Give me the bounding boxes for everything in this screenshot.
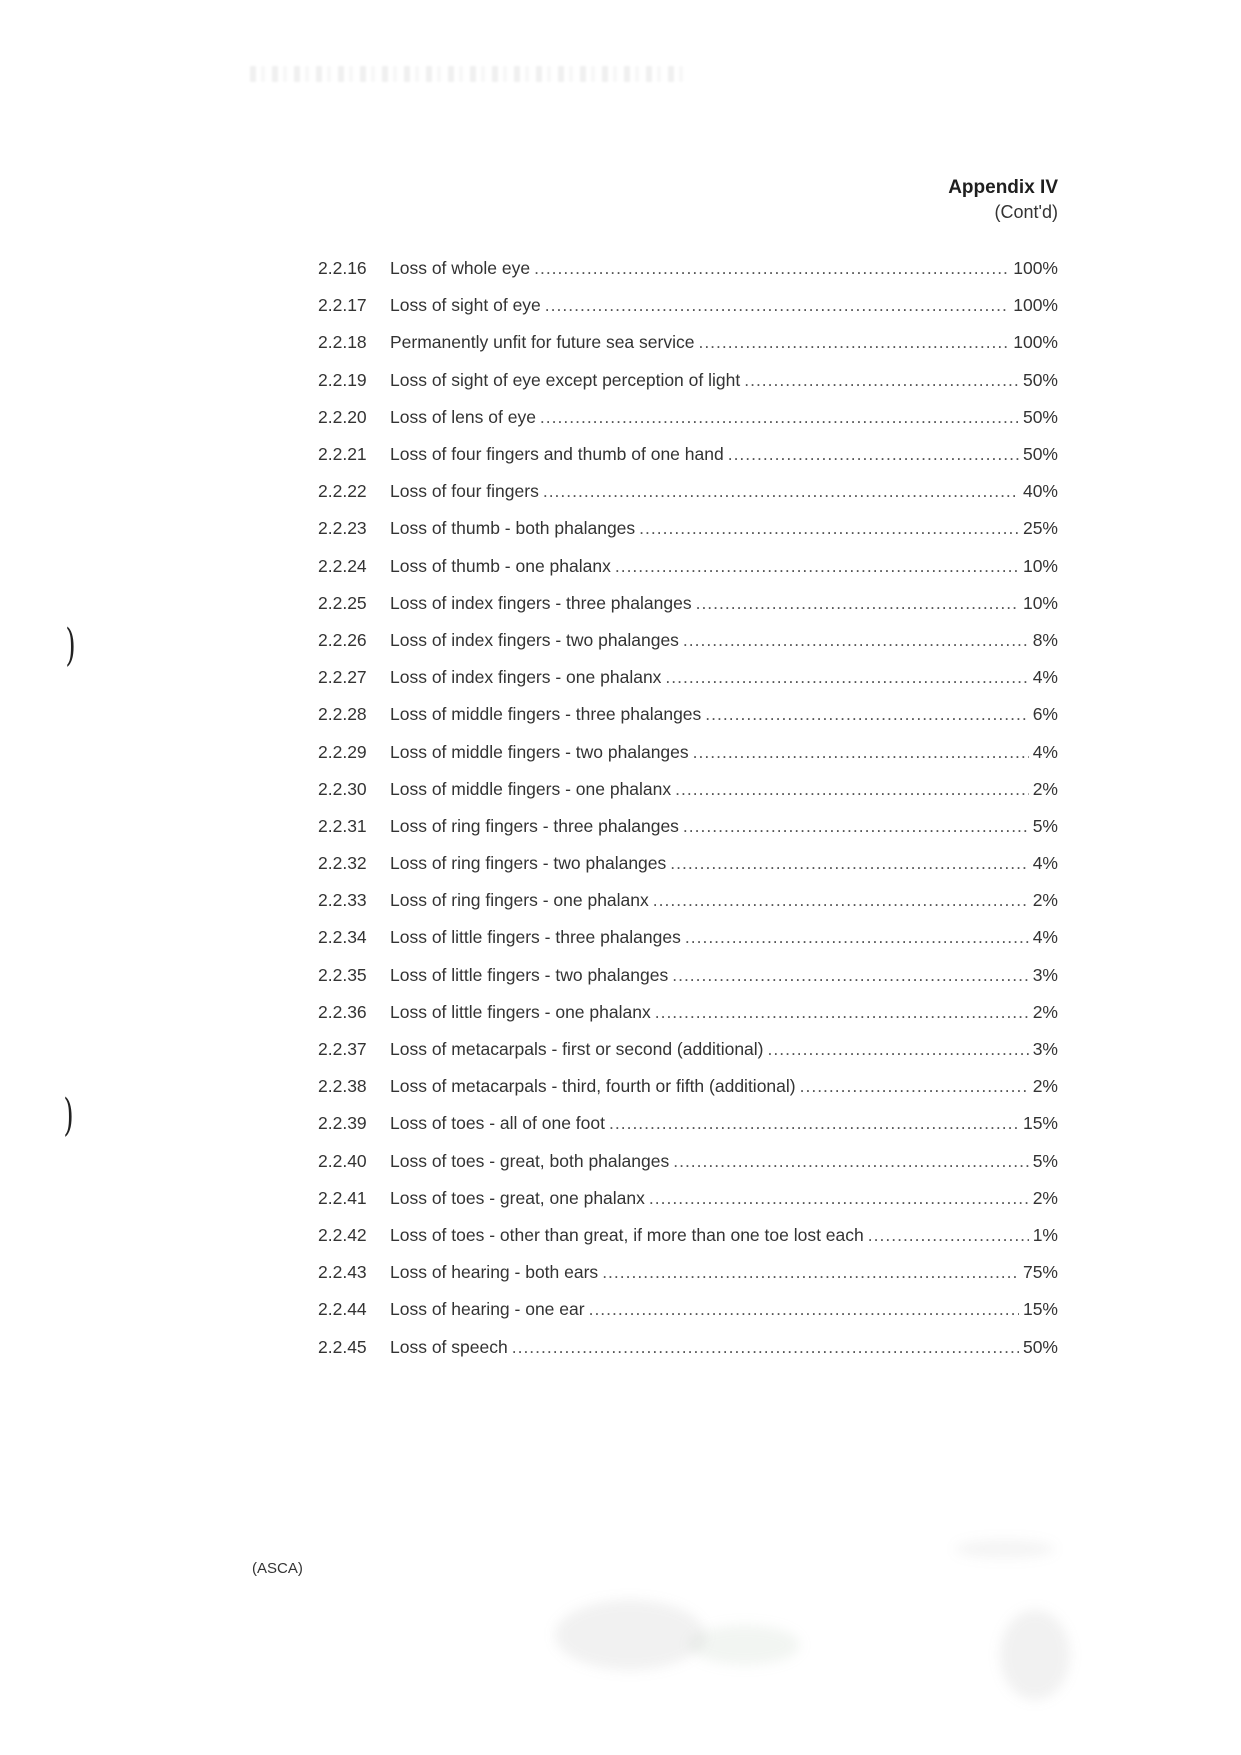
item-description: Loss of speech [390, 1336, 508, 1357]
list-item [318, 622, 1058, 659]
item-description: Loss of index fingers - three phalanges [390, 592, 692, 613]
item-percentage: 10% [1022, 592, 1058, 613]
item-percentage: 1% [1032, 1224, 1058, 1245]
dot-leader [649, 1188, 1029, 1209]
item-number: 2.2.21 [318, 444, 367, 465]
item-percentage: 8% [1032, 629, 1058, 650]
list-item [318, 436, 1058, 473]
list-item [318, 324, 1058, 361]
dot-leader [768, 1039, 1029, 1060]
item-description-line [390, 332, 1058, 353]
dot-leader [675, 779, 1029, 800]
appendix-subtitle: (Cont'd) [994, 202, 1058, 222]
item-description: Loss of ring fingers - one phalanx [390, 890, 649, 911]
item-description-line [390, 704, 1058, 725]
list-item [318, 957, 1058, 994]
scan-smudge [555, 1600, 705, 1670]
item-percentage: 5% [1032, 1150, 1058, 1171]
list-item [318, 1180, 1058, 1217]
dot-leader [655, 1002, 1029, 1023]
item-description: Loss of sight of eye [390, 295, 541, 316]
dot-leader [693, 742, 1029, 763]
item-number: 2.2.44 [318, 1299, 367, 1320]
item-percentage: 5% [1032, 815, 1058, 836]
item-number: 2.2.22 [318, 481, 367, 502]
item-percentage: 15% [1022, 1113, 1058, 1134]
item-description-line [390, 779, 1058, 800]
item-description-line [390, 816, 1058, 837]
list-item [318, 362, 1058, 399]
item-description-line [390, 630, 1058, 651]
list-item [318, 1291, 1058, 1328]
item-percentage: 4% [1032, 927, 1058, 948]
item-description: Loss of hearing - both ears [390, 1262, 599, 1283]
item-percentage: 2% [1032, 1187, 1058, 1208]
item-description-line [390, 556, 1058, 577]
list-item [318, 994, 1058, 1031]
item-description-line [390, 258, 1058, 279]
item-description-line [390, 1225, 1058, 1246]
item-number: 2.2.28 [318, 704, 367, 725]
item-description: Loss of little fingers - two phalanges [390, 964, 669, 985]
item-number: 2.2.27 [318, 667, 367, 688]
dot-leader [672, 965, 1028, 986]
item-description: Loss of lens of eye [390, 406, 536, 427]
item-number: 2.2.45 [318, 1336, 367, 1357]
item-description-line [390, 1299, 1058, 1320]
item-percentage: 15% [1022, 1299, 1058, 1320]
appendix-title: Appendix IV [948, 177, 1058, 198]
item-description: Loss of little fingers - one phalanx [390, 1001, 651, 1022]
list-item [318, 399, 1058, 436]
item-number: 2.2.33 [318, 890, 367, 911]
item-percentage: 50% [1022, 369, 1058, 390]
item-percentage: 4% [1032, 741, 1058, 762]
item-description: Loss of middle fingers - two phalanges [390, 741, 689, 762]
item-description-line [390, 518, 1058, 539]
item-description-line [390, 481, 1058, 502]
item-description: Loss of index fingers - two phalanges [390, 629, 679, 650]
entries-list [318, 250, 1058, 1366]
dot-leader [602, 1262, 1019, 1283]
item-description-line [390, 853, 1058, 874]
item-description: Loss of toes - great, both phalanges [390, 1150, 670, 1171]
dot-leader [683, 816, 1029, 837]
dot-leader [653, 890, 1029, 911]
item-number: 2.2.39 [318, 1113, 367, 1134]
list-item [318, 845, 1058, 882]
item-number: 2.2.30 [318, 778, 367, 799]
list-item [318, 548, 1058, 585]
item-description: Loss of ring fingers - three phalanges [390, 815, 679, 836]
item-description: Loss of sight of eye except perception of light [390, 369, 741, 390]
dot-leader [589, 1299, 1019, 1320]
dot-leader [609, 1113, 1019, 1134]
margin-mark: ) [65, 620, 76, 671]
item-description-line [390, 1113, 1058, 1134]
list-item [318, 510, 1058, 547]
item-description-line [390, 1262, 1058, 1283]
list-item [318, 250, 1058, 287]
item-percentage: 25% [1022, 518, 1058, 539]
item-description-line [390, 593, 1058, 614]
item-percentage: 2% [1032, 778, 1058, 799]
item-number: 2.2.26 [318, 629, 367, 650]
item-percentage: 3% [1032, 1039, 1058, 1060]
item-number: 2.2.19 [318, 369, 367, 390]
dot-leader [670, 853, 1028, 874]
footer-label: (ASCA) [252, 1560, 303, 1577]
scan-smudge [1000, 1610, 1070, 1700]
item-description: Loss of four fingers [390, 481, 539, 502]
list-item [318, 733, 1058, 770]
item-description: Loss of middle fingers - one phalanx [390, 778, 672, 799]
item-number: 2.2.43 [318, 1262, 367, 1283]
list-item [318, 808, 1058, 845]
item-number: 2.2.40 [318, 1150, 367, 1171]
item-description: Loss of little fingers - three phalanges [390, 927, 681, 948]
item-number: 2.2.31 [318, 815, 367, 836]
item-percentage: 100% [1013, 258, 1058, 279]
item-number: 2.2.36 [318, 1001, 367, 1022]
item-percentage: 2% [1032, 1076, 1058, 1097]
item-percentage: 50% [1022, 444, 1058, 465]
item-description-line [390, 1076, 1058, 1097]
item-description-line [390, 444, 1058, 465]
item-description-line [390, 1337, 1058, 1358]
item-description-line [390, 1002, 1058, 1023]
item-description: Loss of metacarpals - first or second (additional) [390, 1039, 764, 1060]
dot-leader [540, 407, 1019, 428]
item-number: 2.2.35 [318, 964, 367, 985]
item-description: Loss of toes - great, one phalanx [390, 1187, 645, 1208]
list-item [318, 1068, 1058, 1105]
item-description-line [390, 890, 1058, 911]
dot-leader [543, 481, 1019, 502]
dot-leader [705, 704, 1028, 725]
item-number: 2.2.42 [318, 1224, 367, 1245]
dot-leader [545, 295, 1009, 316]
scan-smudge [690, 1625, 800, 1665]
dot-leader [665, 667, 1028, 688]
item-number: 2.2.41 [318, 1187, 367, 1208]
item-percentage: 4% [1032, 853, 1058, 874]
item-percentage: 100% [1013, 332, 1058, 353]
list-item [318, 473, 1058, 510]
item-percentage: 75% [1022, 1262, 1058, 1283]
dot-leader [639, 518, 1019, 539]
dot-leader [683, 630, 1029, 651]
list-item [318, 882, 1058, 919]
item-number: 2.2.32 [318, 853, 367, 874]
margin-mark: ) [63, 1090, 74, 1141]
item-description: Loss of whole eye [390, 258, 531, 279]
dot-leader [534, 258, 1009, 279]
item-number: 2.2.38 [318, 1076, 367, 1097]
item-percentage: 10% [1022, 555, 1058, 576]
item-description: Loss of ring fingers - two phalanges [390, 853, 667, 874]
list-item [318, 1031, 1058, 1068]
item-description-line [390, 927, 1058, 948]
dot-leader [512, 1337, 1019, 1358]
scan-noise [250, 66, 690, 82]
item-description-line [390, 407, 1058, 428]
item-number: 2.2.18 [318, 332, 367, 353]
item-description: Loss of middle fingers - three phalanges [390, 704, 702, 725]
item-description: Permanently unfit for future sea service [390, 332, 695, 353]
dot-leader [696, 593, 1019, 614]
list-item [318, 919, 1058, 956]
item-description-line [390, 742, 1058, 763]
item-description: Loss of hearing - one ear [390, 1299, 585, 1320]
list-item [318, 659, 1058, 696]
item-description: Loss of index fingers - one phalanx [390, 667, 662, 688]
item-description: Loss of four fingers and thumb of one hand [390, 444, 724, 465]
item-percentage: 40% [1022, 481, 1058, 502]
item-description-line [390, 1151, 1058, 1172]
item-number: 2.2.34 [318, 927, 367, 948]
item-description: Loss of toes - other than great, if more than one toe lost each [390, 1224, 864, 1245]
item-number: 2.2.37 [318, 1039, 367, 1060]
item-percentage: 50% [1022, 406, 1058, 427]
item-number: 2.2.24 [318, 555, 367, 576]
item-description: Loss of toes - all of one foot [390, 1113, 605, 1134]
dot-leader [685, 927, 1029, 948]
list-item [318, 771, 1058, 808]
item-number: 2.2.23 [318, 518, 367, 539]
item-percentage: 50% [1022, 1336, 1058, 1357]
item-description: Loss of metacarpals - third, fourth or fifth (additional) [390, 1076, 796, 1097]
list-item [318, 585, 1058, 622]
list-item [318, 1143, 1058, 1180]
dot-leader [868, 1225, 1029, 1246]
item-description-line [390, 667, 1058, 688]
item-percentage: 4% [1032, 667, 1058, 688]
dot-leader [698, 332, 1009, 353]
item-percentage: 6% [1032, 704, 1058, 725]
list-item [318, 1105, 1058, 1142]
page-header [948, 176, 1058, 224]
item-percentage: 2% [1032, 890, 1058, 911]
dot-leader [744, 370, 1019, 391]
dot-leader [615, 556, 1019, 577]
item-description: Loss of thumb - both phalanges [390, 518, 636, 539]
item-number: 2.2.25 [318, 592, 367, 613]
item-description: Loss of thumb - one phalanx [390, 555, 611, 576]
item-description-line [390, 370, 1058, 391]
item-number: 2.2.16 [318, 258, 367, 279]
list-item [318, 696, 1058, 733]
item-description-line [390, 1039, 1058, 1060]
item-description-line [390, 1188, 1058, 1209]
list-item [318, 1217, 1058, 1254]
scan-smudge [955, 1540, 1055, 1558]
list-item [318, 1328, 1058, 1365]
item-percentage: 3% [1032, 964, 1058, 985]
item-number: 2.2.17 [318, 295, 367, 316]
item-number: 2.2.29 [318, 741, 367, 762]
dot-leader [673, 1151, 1028, 1172]
item-description-line [390, 295, 1058, 316]
dot-leader [800, 1076, 1029, 1097]
list-item [318, 287, 1058, 324]
item-percentage: 2% [1032, 1001, 1058, 1022]
item-percentage: 100% [1013, 295, 1058, 316]
item-number: 2.2.20 [318, 406, 367, 427]
dot-leader [728, 444, 1019, 465]
list-item [318, 1254, 1058, 1291]
item-description-line [390, 965, 1058, 986]
